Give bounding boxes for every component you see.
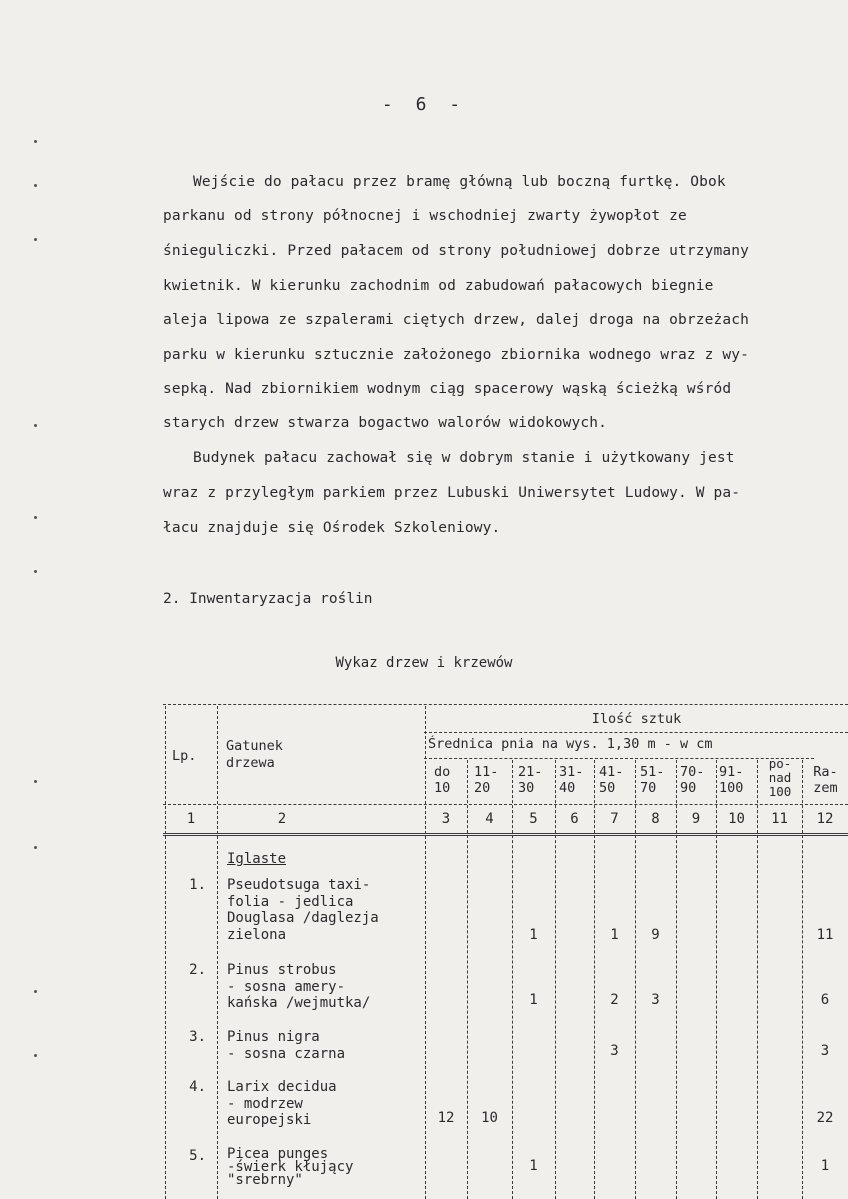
- paragraph-line: sepką. Nad zbiornikiem wodnym ciąg spacerowy wąską ścieżką wśród: [163, 381, 732, 397]
- cell-value: 2: [610, 992, 619, 1008]
- range-header: 31- 40: [559, 764, 584, 796]
- page-number: - 6 -: [381, 94, 467, 115]
- row-number: 5.: [189, 1148, 206, 1164]
- paragraph-line: łacu znajduje się Ośrodek Szkoleniowy.: [163, 520, 501, 536]
- range-header: 11- 20: [474, 764, 499, 796]
- column-number: 10: [728, 811, 745, 827]
- column-number: 11: [771, 811, 788, 827]
- header-species: Gatunek: [226, 738, 283, 754]
- header-diameter: Średnica pnia na wys. 1,30 m - w cm: [428, 736, 713, 752]
- table-border-top: [163, 704, 848, 705]
- column-number: 6: [570, 811, 579, 827]
- range-header: do 10: [434, 764, 451, 796]
- table-rule: [163, 804, 848, 805]
- column-number: 4: [485, 811, 494, 827]
- cell-value: 12: [437, 1110, 455, 1126]
- paragraph-line: śnieguliczki. Przed pałacem od strony południowej dobrze utrzymany: [163, 243, 750, 259]
- table-title: Wykaz drzew i krzewów: [335, 655, 513, 671]
- cell-value: 1: [610, 927, 619, 943]
- column-number: 3: [441, 811, 451, 827]
- range-header: 21- 30: [518, 764, 543, 796]
- cell-value: 1: [820, 1158, 830, 1174]
- header-count: Ilość sztuk: [591, 711, 682, 727]
- paragraph-line: parku w kierunku sztucznie założonego zbiornika wodnego wraz z wy-: [163, 347, 750, 363]
- species-name: Larix decidua - modrzew europejski: [227, 1079, 337, 1128]
- cell-value: 3: [610, 1043, 619, 1059]
- table-column-line: [165, 706, 166, 1199]
- header-lp: Lp.: [172, 748, 197, 764]
- cell-value: 6: [820, 992, 830, 1008]
- group-label: Iglaste: [227, 851, 287, 867]
- cell-value: 3: [820, 1043, 830, 1059]
- species-name: Pinus strobus - sosna amery- kańska /wejmutka/: [227, 962, 371, 1011]
- table-rule: [424, 758, 814, 759]
- section-heading: 2. Inwentaryzacja roślin: [163, 591, 373, 607]
- table-rule: [163, 833, 848, 836]
- column-number: 5: [529, 811, 538, 827]
- table-rule: [424, 732, 848, 733]
- column-number: 2: [277, 811, 287, 827]
- species-name: Picea punges -świerk kłujący "srebrny": [227, 1146, 354, 1188]
- species-name: Pinus nigra - sosna czarna: [227, 1029, 346, 1062]
- cell-value: 22: [816, 1110, 834, 1126]
- row-number: 1.: [189, 877, 206, 893]
- column-number: 1: [186, 811, 196, 827]
- row-number: 4.: [189, 1079, 206, 1095]
- cell-value: 1: [529, 1158, 538, 1174]
- cell-value: 1: [529, 992, 538, 1008]
- range-header: Ra- zem: [813, 764, 838, 796]
- cell-value: 3: [651, 992, 660, 1008]
- paragraph-line: aleja lipowa ze szpalerami ciętych drzew, dalej droga na obrzeżach: [163, 312, 750, 328]
- table-column-line: [217, 706, 218, 1199]
- column-number: 8: [651, 811, 660, 827]
- range-header: 91- 100: [719, 764, 744, 796]
- cell-value: 1: [529, 927, 538, 943]
- range-header: 51- 70: [640, 764, 665, 796]
- paragraph-line: Wejście do pałacu przez bramę główną lub boczną furtkę. Obok: [193, 174, 726, 190]
- cell-value: 10: [481, 1110, 498, 1126]
- header-species: drzewa: [226, 755, 275, 771]
- row-number: 3.: [189, 1029, 206, 1045]
- paragraph-line: kwietnik. W kierunku zachodnim od zabudowań pałacowych biegnie: [163, 278, 714, 294]
- column-number: 12: [816, 811, 834, 827]
- row-number: 2.: [189, 962, 206, 978]
- range-header: 70- 90: [680, 764, 705, 796]
- paragraph-line: wraz z przyległym parkiem przez Lubuski Uniwersytet Ludowy. W pa-: [163, 485, 741, 501]
- cell-value: 11: [816, 927, 834, 943]
- range-header: 41- 50: [599, 764, 624, 796]
- column-number: 9: [691, 811, 701, 827]
- paragraph-line: parkanu od strony północnej i wschodniej zwarty żywopłot ze: [163, 208, 687, 224]
- range-header: po- nad 100: [768, 756, 792, 799]
- species-name: Pseudotsuga taxi- folia - jedlica Douglasa /daglezja zielona: [227, 877, 379, 943]
- cell-value: 9: [651, 927, 660, 943]
- paragraph-line: starych drzew stwarza bogactwo walorów widokowych.: [163, 415, 607, 431]
- paragraph-line: Budynek pałacu zachował się w dobrym stanie i użytkowany jest: [193, 450, 735, 466]
- column-number: 7: [610, 811, 619, 827]
